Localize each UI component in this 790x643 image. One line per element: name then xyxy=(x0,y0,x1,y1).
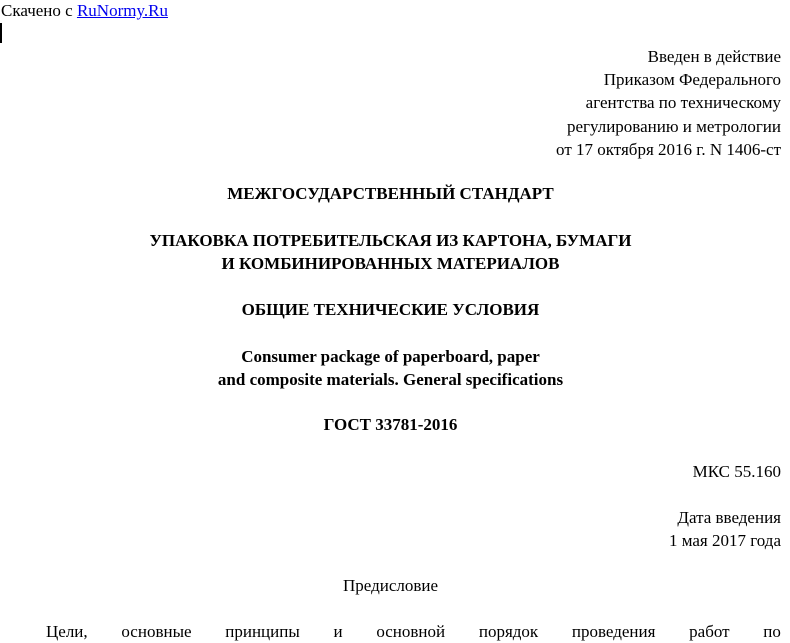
body-word: Цели, xyxy=(46,622,88,641)
source-line xyxy=(1,1,168,21)
body-word: по xyxy=(763,622,781,641)
body-word: и xyxy=(333,622,343,641)
introduction-line: от 17 октября 2016 г. N 1406-ст xyxy=(556,139,781,159)
introduction-block xyxy=(556,45,781,161)
body-word: принципы xyxy=(225,622,300,641)
standard-designation: ГОСТ 33781-2016 xyxy=(323,415,458,434)
english-title xyxy=(0,345,781,391)
effective-date xyxy=(669,506,781,552)
body-word: проведения xyxy=(571,622,656,641)
introduction-line: Приказом Федерального xyxy=(603,70,781,90)
russian-title-line: УПАКОВКА ПОТРЕБИТЕЛЬСКАЯ ИЗ КАРТОНА, БУМАГИ xyxy=(149,231,632,250)
body-word: порядок xyxy=(478,622,539,641)
english-title-line: and composite materials. General specifications xyxy=(217,370,564,389)
body-word: работ xyxy=(689,622,730,641)
russian-title xyxy=(0,229,781,275)
text-cursor xyxy=(0,23,2,43)
introduction-line: регулированию и метрологии xyxy=(566,116,781,136)
body-word: основные xyxy=(121,622,192,641)
russian-subtitle: ОБЩИЕ ТЕХНИЧЕСКИЕ УСЛОВИЯ xyxy=(241,300,540,319)
effective-date-label: Дата введения xyxy=(677,508,781,527)
russian-title-line: И КОМБИНИРОВАННЫХ МАТЕРИАЛОВ xyxy=(221,254,560,273)
preface-heading: Предисловие xyxy=(342,576,439,595)
standard-type-heading: МЕЖГОСУДАРСТВЕННЫЙ СТАНДАРТ xyxy=(227,184,554,203)
mks-code: МКС 55.160 xyxy=(692,462,781,481)
introduction-line: Введен в действие xyxy=(647,47,781,66)
source-link[interactable]: RuNormy.Ru xyxy=(76,1,168,20)
body-word: основной xyxy=(376,622,446,641)
introduction-line: агентства по техническому xyxy=(585,93,781,113)
source-prefix: Скачено с xyxy=(1,1,77,20)
english-title-line: Consumer package of paperboard, paper xyxy=(241,347,540,366)
effective-date-value: 1 мая 2017 года xyxy=(668,531,781,550)
